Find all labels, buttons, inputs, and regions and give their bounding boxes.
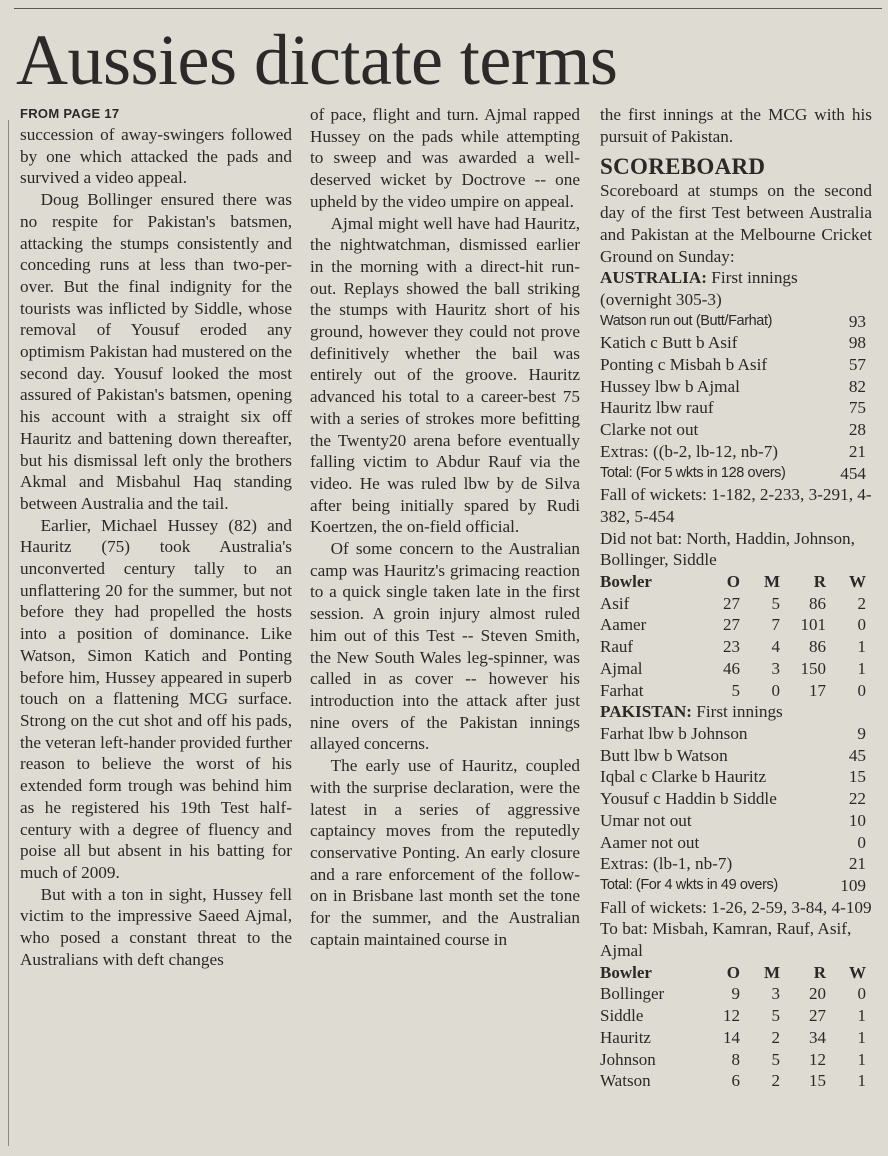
bowling-row	[600, 1049, 872, 1071]
batting-runs: 454	[840, 463, 866, 483]
batting-entry: Total: (For 5 wkts in 128 overs)	[600, 464, 786, 481]
bowling-figure: 1	[857, 1006, 866, 1026]
bowling-figure: 0	[771, 680, 780, 700]
bowling-row	[600, 614, 872, 636]
batting-row	[600, 745, 872, 767]
bowling-figure: 86	[809, 593, 826, 613]
bowling-column-header: Bowler	[600, 572, 652, 592]
australia-bowling-table	[600, 962, 872, 1092]
batting-entry: Katich c Butt b Asif	[600, 333, 738, 353]
paragraph: Doug Bollinger ensured there was no respite for Pakistan's batsmen, attacking the stumps consistently and conceding runs at less than two-per-over. But the final indignity for the tourists was inflicted by Siddle, whose removal of Yousuf eroded any optimism Pakistan had mustered on the second day. Yousuf looked the most assured of Pakistan's batsmen, opening his account with a straight six off Hauritz and battening down thereafter, but his dismissal left only the brothers Akmal and Misbahul Haq standing between Australia and the tail.	[20, 190, 292, 513]
bowling-figure: 7	[771, 615, 780, 635]
australia-innings-heading	[600, 267, 872, 289]
scoreboard-title: SCOREBOARD	[600, 154, 766, 180]
bowling-column-header: R	[813, 572, 826, 592]
pakistan-innings-heading	[600, 701, 872, 723]
pakistan-to-bat: To bat: Misbah, Kamran, Rauf, Asif, Ajmal	[600, 919, 852, 961]
batting-row	[600, 441, 872, 463]
bowling-figure: 1	[857, 1027, 866, 1047]
bowler-name: Watson	[600, 1071, 651, 1091]
batting-runs: 45	[848, 745, 866, 765]
pakistan-bowling-table	[600, 571, 872, 701]
bowling-column-header: W	[849, 962, 866, 982]
batting-entry: Farhat lbw b Johnson	[600, 723, 748, 743]
paragraph: Ajmal might well have had Hauritz, the nightwatchman, dismissed earlier in the morning with a direct-hit run-out. Replays showed the ball striking the stumps with Hauritz short of his ground, however they could not prove definitively whether the bail was entirely out of the groove. Hauritz advanced his total to a career-best 75 with a series of strokes more befitting the Twenty20 arena before eventually falling victim to Abdur Rauf via the video. He was ruled lbw by de Silva after being initially spared by Rudi Koertzen, the on-field official.	[310, 213, 580, 537]
bowling-figure: 17	[809, 680, 826, 700]
australia-overnight: (overnight 305-3)	[600, 289, 722, 309]
bowling-figure: 2	[771, 1027, 780, 1047]
bowler-name: Bollinger	[600, 984, 665, 1004]
pakistan-label: PAKISTAN:	[600, 702, 692, 722]
paragraph: of pace, flight and turn. Ajmal rapped Hussey on the pads while attempting to sweep and was awarded a well-deserved wicket by Doctrove -- one upheld by the video umpire on appeal.	[310, 105, 580, 211]
bowling-header-row	[600, 962, 872, 984]
bowling-column-header: W	[849, 572, 866, 592]
batting-entry: Aamer not out	[600, 832, 700, 852]
bowling-figure: 8	[731, 1049, 740, 1069]
bowling-figure: 23	[723, 637, 740, 657]
paragraph: Earlier, Michael Hussey (82) and Hauritz (75) took Australia's unconverted century tally to an unflattering 20 for the summer, but not before they had propelled the hosts into a position of dominance. Like Watson, Simon Katich and Ponting before him, Hussey appeared in superb touch on a flattening MCG surface. Strong on the cut shot and off his pads, the veteran left-hander provided further reason to believe the worst of his extended form trough was behind him as he registered his 19th Test half-century with a degree of fluency and poise all but absent in his batting for much of 2009.	[20, 515, 292, 882]
bowling-column-header: R	[813, 962, 826, 982]
batting-entry: Iqbal c Clarke b Hauritz	[600, 767, 767, 787]
batting-row	[600, 723, 872, 745]
bowler-name: Asif	[600, 593, 630, 613]
batting-entry: Extras: ((b-2, lb-12, nb-7)	[600, 441, 779, 461]
article-column-3	[600, 104, 872, 1148]
paragraph: succession of away-swingers followed by one which attacked the pads and survived a video appeal.	[20, 125, 292, 188]
bowling-row	[600, 593, 872, 615]
bowler-name: Aamer	[600, 615, 647, 635]
bowler-name: Farhat	[600, 680, 644, 700]
paragraph: the first innings at the MCG with his pursuit of Pakistan.	[600, 105, 872, 146]
batting-row	[600, 419, 872, 441]
pakistan-fall-of-wickets: Fall of wickets: 1-26, 2-59, 3-84, 4-109	[600, 897, 872, 917]
batting-row	[600, 875, 872, 897]
article-column-1	[20, 104, 292, 1148]
bowling-figure: 150	[800, 658, 826, 678]
batting-row	[600, 810, 872, 832]
bowling-figure: 46	[723, 658, 740, 678]
bowling-figure: 15	[809, 1071, 826, 1091]
bowling-column-header: O	[726, 572, 740, 592]
bowling-figure: 101	[800, 615, 826, 635]
bowler-name: Hauritz	[600, 1027, 651, 1047]
bowling-figure: 27	[809, 1006, 826, 1026]
bowling-figure: 5	[731, 680, 740, 700]
bowling-header-row	[600, 571, 872, 593]
bowling-figure: 34	[809, 1027, 826, 1047]
batting-runs: 93	[848, 311, 866, 331]
batting-runs: 10	[848, 810, 866, 830]
headline: Aussies dictate terms	[16, 20, 618, 100]
from-page-label: FROM PAGE 17	[20, 106, 120, 121]
bowling-figure: 0	[857, 680, 866, 700]
batting-row	[600, 463, 872, 485]
batting-row	[600, 788, 872, 810]
pakistan-innings-label: First innings	[696, 702, 783, 722]
bowler-name: Ajmal	[600, 658, 643, 678]
bowling-figure: 20	[809, 984, 826, 1004]
batting-row	[600, 832, 872, 854]
bowler-name: Siddle	[600, 1006, 644, 1026]
batting-entry: Extras: (lb-1, nb-7)	[600, 854, 733, 874]
batting-entry: Total: (For 4 wkts in 49 overs)	[600, 876, 778, 893]
australia-batting-list	[600, 311, 872, 485]
bowling-row	[600, 658, 872, 680]
bowling-figure: 12	[809, 1049, 826, 1069]
paragraph: The early use of Hauritz, coupled with the surprise declaration, were the latest in a series of aggressive captaincy moves from the reputedly conservative Ponting. An early closure and a rare enforcement of the follow-on in Brisbane last month set the tone for the summer, and the Australian captain maintained course in	[310, 756, 580, 949]
bowling-row	[600, 983, 872, 1005]
bowling-row	[600, 680, 872, 702]
bowling-row	[600, 1027, 872, 1049]
bowling-figure: 86	[809, 637, 826, 657]
batting-entry: Umar not out	[600, 810, 692, 830]
bowling-figure: 27	[723, 615, 740, 635]
batting-entry: Hauritz lbw rauf	[600, 398, 714, 418]
bowling-figure: 9	[731, 984, 740, 1004]
bowling-figure: 4	[771, 637, 780, 657]
batting-entry: Ponting c Misbah b Asif	[600, 355, 768, 375]
batting-entry: Watson run out (Butt/Farhat)	[600, 312, 773, 329]
bowling-figure: 1	[857, 658, 866, 678]
bowling-column-header: O	[726, 962, 740, 982]
bowling-figure: 5	[771, 1006, 780, 1026]
batting-row	[600, 354, 872, 376]
bowling-figure: 5	[771, 1049, 780, 1069]
bowling-row	[600, 636, 872, 658]
bowling-column-header: M	[763, 962, 780, 982]
batting-runs: 9	[857, 723, 866, 743]
bowling-figure: 1	[857, 1049, 866, 1069]
batting-entry: Yousuf c Haddin b Siddle	[600, 789, 777, 809]
bowling-figure: 27	[723, 593, 740, 613]
batting-row	[600, 766, 872, 788]
batting-entry: Clarke not out	[600, 420, 699, 440]
batting-row	[600, 332, 872, 354]
bowling-column-header: Bowler	[600, 962, 652, 982]
batting-runs: 21	[848, 441, 866, 461]
paragraph: Of some concern to the Australian camp was Hauritz's grimacing reaction to a quick single taken late in the first session. A groin injury almost ruled him out of this Test -- Steven Smith, the New South Wales leg-spinner, was called in as cover -- however his introduction into the attack after just nine overs of the Pakistan innings allayed concerns.	[310, 539, 580, 754]
batting-entry: Hussey lbw b Ajmal	[600, 376, 740, 396]
australia-innings-label: First innings	[711, 268, 798, 288]
batting-runs: 98	[848, 333, 866, 353]
top-rule	[14, 8, 882, 9]
left-rule	[8, 120, 9, 1146]
batting-runs: 15	[848, 767, 866, 787]
bowling-figure: 2	[771, 1071, 780, 1091]
bowling-figure: 14	[723, 1027, 740, 1047]
batting-runs: 57	[848, 355, 866, 375]
bowling-figure: 2	[857, 593, 866, 613]
bowling-figure: 5	[771, 593, 780, 613]
bowler-name: Rauf	[600, 637, 634, 657]
batting-runs: 0	[857, 832, 866, 852]
batting-runs: 109	[840, 875, 866, 895]
batting-runs: 82	[848, 376, 866, 396]
bowling-figure: 3	[771, 658, 780, 678]
bowling-figure: 1	[857, 637, 866, 657]
bowling-figure: 1	[857, 1071, 866, 1091]
bowling-figure: 0	[857, 984, 866, 1004]
bowling-row	[600, 1070, 872, 1092]
batting-runs: 75	[848, 398, 866, 418]
batting-row	[600, 376, 872, 398]
batting-runs: 21	[848, 854, 866, 874]
bowling-column-header: M	[763, 572, 780, 592]
australia-fall-of-wickets: Fall of wickets: 1-182, 2-233, 3-291, 4-382, 5-454	[600, 485, 872, 526]
bowling-figure: 12	[723, 1006, 740, 1026]
batting-runs: 22	[848, 789, 866, 809]
bowling-figure: 3	[771, 984, 780, 1004]
article-column-2	[310, 104, 580, 1148]
paragraph: But with a ton in sight, Hussey fell victim to the impressive Saeed Ajmal, who posed a constant threat to the Australians with deft changes	[20, 884, 292, 969]
bowler-name: Johnson	[600, 1049, 656, 1069]
pakistan-batting-list	[600, 723, 872, 897]
bowling-row	[600, 1005, 872, 1027]
batting-row	[600, 311, 872, 333]
batting-row	[600, 397, 872, 419]
bowling-figure: 6	[731, 1071, 740, 1091]
australia-label: AUSTRALIA:	[600, 268, 707, 288]
batting-entry: Butt lbw b Watson	[600, 745, 728, 765]
batting-runs: 28	[848, 420, 866, 440]
bowling-figure: 0	[857, 615, 866, 635]
scoreboard-intro: Scoreboard at stumps on the second day of the first Test between Australia and Pakistan at the Melbourne Cricket Ground on Sunday:	[600, 181, 872, 266]
batting-row	[600, 853, 872, 875]
australia-did-not-bat: Did not bat: North, Haddin, Johnson, Bollinger, Siddle	[600, 528, 855, 570]
